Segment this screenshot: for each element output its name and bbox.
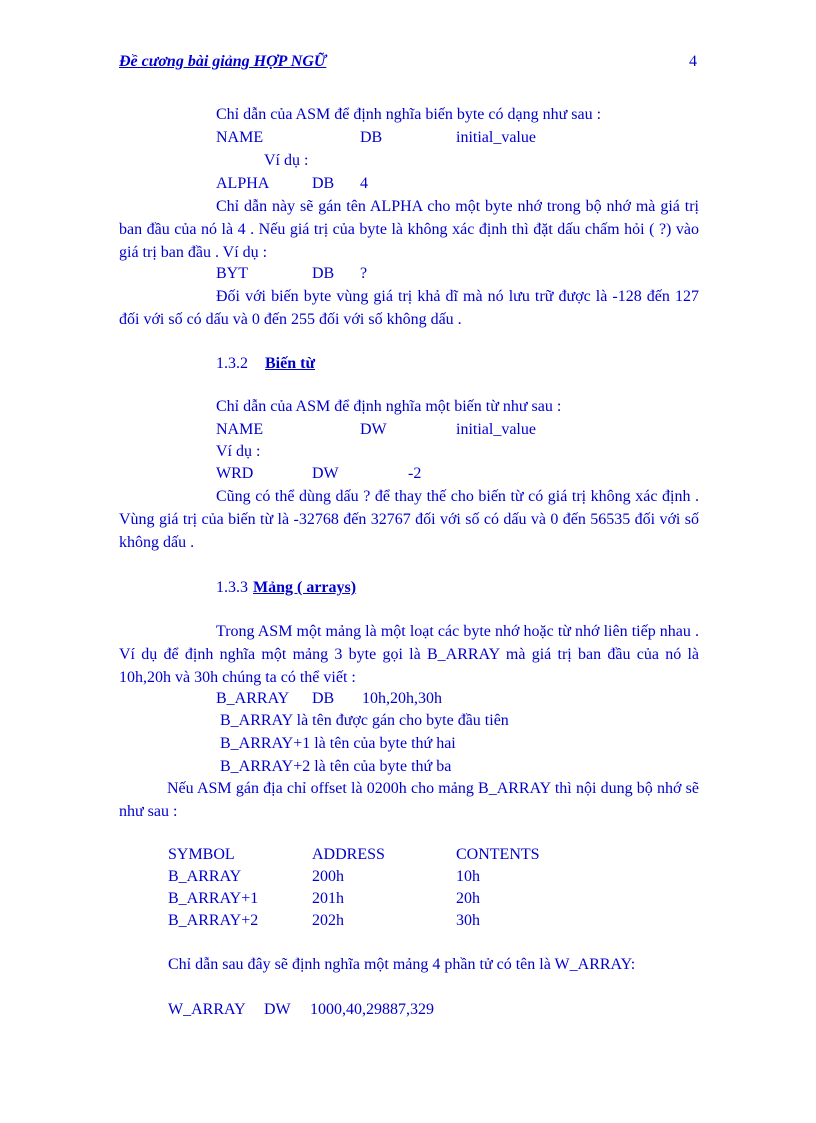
table-cell-contents: 10h <box>456 868 480 885</box>
section-title-arrays: Mảng ( arrays) <box>253 579 357 596</box>
arrays-paragraph-2: Nếu ASM gán địa chỉ offset là 0200h cho mảng B_ARRAY thì nội dung bộ nhớ sẽ như sau : <box>119 780 699 820</box>
section-title-word: Biến từ <box>265 355 316 372</box>
table-cell-address: 201h <box>312 890 344 907</box>
byte-example-label: Ví dụ : <box>264 152 309 169</box>
byte-example2-directive: DB <box>312 265 335 282</box>
word-syntax-directive: DW <box>360 421 387 438</box>
table-cell-contents: 20h <box>456 890 480 907</box>
byte-paragraph-2: Đối với biến byte vùng giá trị khả dĩ mà nó lưu trữ được là -128 đến 127 đối với số có dấu và 0 đến 255 đối với số không dấu . <box>119 288 699 328</box>
w-array-decl-directive: DW <box>264 1001 291 1018</box>
w-array-decl-values: 1000,40,29887,329 <box>310 1001 434 1018</box>
section-number-arrays: 1.3.3 <box>216 579 248 596</box>
byte-syntax-name: NAME <box>216 129 264 146</box>
table-header-contents: CONTENTS <box>456 846 540 863</box>
word-example-label: Ví dụ : <box>216 443 261 460</box>
word-example-name: WRD <box>216 465 254 482</box>
table-cell-symbol: B_ARRAY+1 <box>168 890 259 907</box>
table-header-address: ADDRESS <box>312 846 385 863</box>
byte-paragraph-1: Chỉ dẫn này sẽ gán tên ALPHA cho một byte nhớ trong bộ nhớ mà giá trị ban đầu của nó là 4 . Nếu giá trị của byte là không xác định thì đặt dấu chấm hỏi ( ?) vào giá trị ban đầu . Ví dụ : <box>119 198 699 261</box>
byte-example2-value: ? <box>360 265 368 282</box>
array-note-3: B_ARRAY+2 là tên của byte thứ ba <box>220 758 452 775</box>
table-cell-contents: 30h <box>456 912 480 929</box>
table-cell-address: 202h <box>312 912 344 929</box>
table-cell-symbol: B_ARRAY+2 <box>168 912 259 929</box>
byte-syntax-value: initial_value <box>456 129 536 146</box>
w-array-intro: Chỉ dẫn sau đây sẽ định nghĩa một mảng 4 phần tử có tên là W_ARRAY: <box>168 956 636 973</box>
array-decl-directive: DB <box>312 690 335 707</box>
page-number: 4 <box>689 53 697 70</box>
array-note-1: B_ARRAY là tên được gán cho byte đầu tiên <box>220 712 509 729</box>
byte-example-value: 4 <box>360 175 368 192</box>
array-decl-name: B_ARRAY <box>216 690 290 707</box>
word-example-value: -2 <box>408 465 422 482</box>
byte-example-name: ALPHA <box>216 175 270 192</box>
array-note-2: B_ARRAY+1 là tên của byte thứ hai <box>220 735 456 752</box>
section-number-word: 1.3.2 <box>216 355 248 372</box>
table-header-symbol: SYMBOL <box>168 846 235 863</box>
word-paragraph: Cũng có thể dùng dấu ? để thay thế cho biến từ có giá trị không xác định . Vùng giá trị của biến từ là -32768 đến 32767 đối với số có dấu và 0 đến 56535 đối với số không dấu . <box>119 488 699 551</box>
byte-intro: Chỉ dẫn của ASM để định nghĩa biến byte có dạng như sau : <box>216 106 602 123</box>
header-title: Đề cương bài giảng HỢP NGỮ <box>119 53 327 70</box>
table-cell-address: 200h <box>312 868 344 885</box>
w-array-decl-name: W_ARRAY <box>168 1001 246 1018</box>
byte-example-directive: DB <box>312 175 335 192</box>
word-syntax-name: NAME <box>216 421 264 438</box>
word-intro: Chỉ dẫn của ASM để định nghĩa một biến từ như sau : <box>216 398 562 415</box>
arrays-paragraph-1: Trong ASM một mảng là một loạt các byte nhớ hoặc từ nhớ liên tiếp nhau . Ví dụ để định nghĩa một mảng 3 byte gọi là B_ARRAY mà giá trị ban đầu của nó là 10h,20h và 30h chúng ta có thể viết : <box>119 623 699 686</box>
byte-example2-name: BYT <box>216 265 248 282</box>
table-cell-symbol: B_ARRAY <box>168 868 242 885</box>
byte-syntax-directive: DB <box>360 129 383 146</box>
word-syntax-value: initial_value <box>456 421 536 438</box>
word-example-directive: DW <box>312 465 339 482</box>
array-decl-values: 10h,20h,30h <box>362 690 442 707</box>
